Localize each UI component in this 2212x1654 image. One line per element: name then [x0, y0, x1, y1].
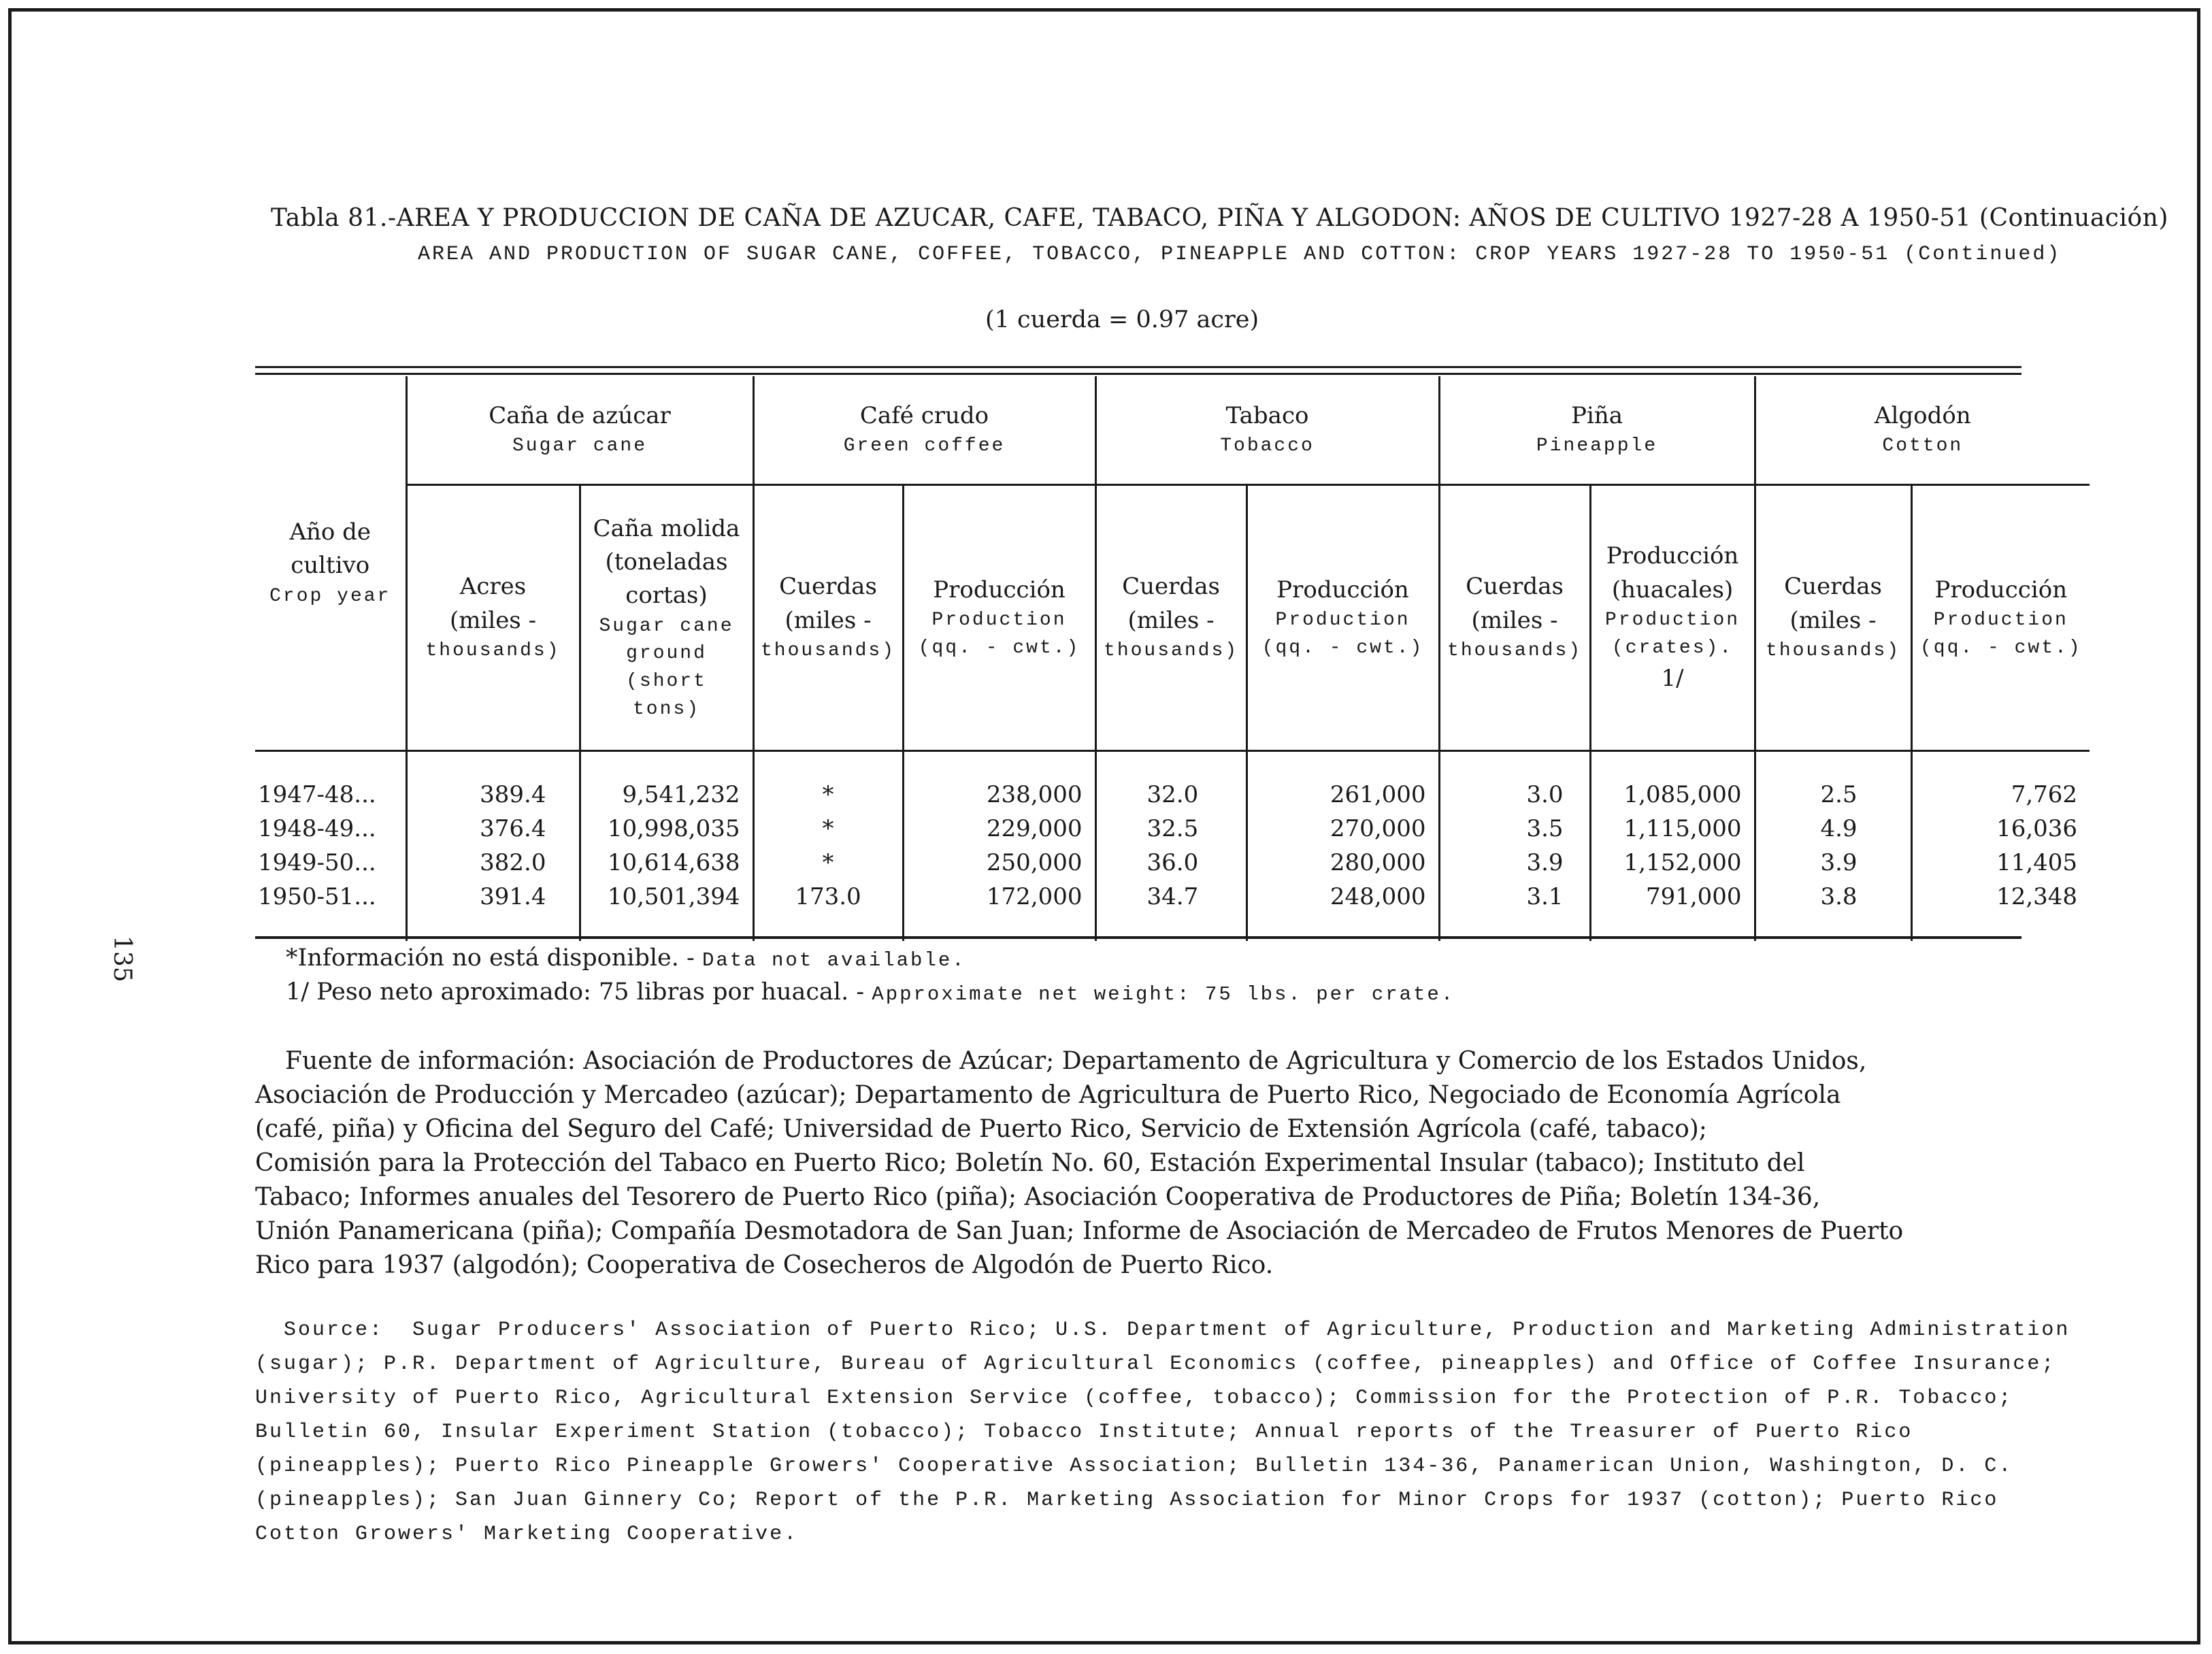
- source-line: Bulletin 60, Insular Experiment Station (tobacco); Tobacco Institute; Annual reports of the Treasurer of Puerto Rico: [255, 1421, 1913, 1444]
- group-label-en: Cotton: [1882, 435, 1964, 457]
- cell-coffee-production: 238,000: [903, 778, 1095, 812]
- cell-cotton-cuerdas: 3.8: [1755, 880, 1911, 914]
- group-label-en: Tobacco: [1220, 435, 1315, 457]
- cell-acres: 389.4: [406, 778, 580, 812]
- cell-coffee-cuerdas: 173.0: [753, 880, 903, 914]
- subheader-coffee-cuerdas: [753, 485, 903, 751]
- subheader-line: Cuerdas: [1784, 573, 1882, 601]
- subheader-cotton-cuerdas: [1755, 485, 1911, 751]
- subheader-line: (crates).: [1611, 637, 1734, 659]
- source-line: Cotton Growers' Marketing Cooperative.: [255, 1523, 799, 1546]
- subheader-line: Cuerdas: [1122, 573, 1220, 601]
- cell-acres: 391.4: [406, 880, 580, 914]
- cell-tobacco-cuerdas: 36.0: [1095, 846, 1247, 880]
- cell-coffee-production: 229,000: [903, 812, 1095, 846]
- subheader-line: tons): [633, 698, 701, 720]
- subheader-line: Production: [1605, 610, 1740, 631]
- subheader-line: (miles -: [1127, 606, 1215, 634]
- cell-pineapple-production: 1,085,000: [1590, 778, 1755, 812]
- footnote-es: 1/ Peso neto aproximado: 75 libras por huacal. -: [286, 978, 865, 1006]
- subheader-tobacco-cuerdas: [1095, 485, 1247, 751]
- subheader-line: (qq. - cwt.): [1919, 637, 2082, 659]
- source-line: (pineapples); Puerto Rico Pineapple Growers' Cooperative Association; Bulletin 134-36, Panamerican Union, Washington, D. C.: [255, 1455, 2013, 1478]
- group-label-en: Pineapple: [1536, 435, 1658, 457]
- subheader-line: Producción: [1606, 542, 1739, 570]
- group-tobacco: [1095, 376, 1439, 485]
- cell-cotton-cuerdas: 2.5: [1755, 778, 1911, 812]
- subheader-line: thousands): [425, 640, 561, 661]
- group-label-es: Caña de azúcar: [489, 402, 671, 430]
- table-title-spanish: Tabla 81.-AREA Y PRODUCCION DE CAÑA DE AZUCAR, CAFE, TABACO, PIÑA Y ALGODON: AÑOS DE CULTIVO 1927-28 A 1950-51 (Continuación): [271, 204, 2168, 232]
- page-number: 135: [108, 936, 136, 982]
- subheader-pineapple-cuerdas: [1439, 485, 1590, 751]
- subheader-line: Producción: [1934, 576, 2068, 603]
- fuente-line: Unión Panamericana (piña); Compañía Desmotadora de San Juan; Informe de Asociación de Mercadeo de Frutos Menores de Puerto: [255, 1217, 1904, 1245]
- cell-cotton-production: 12,348: [1911, 880, 2090, 914]
- cell-pineapple-production: 1,152,000: [1590, 846, 1755, 880]
- cell-tobacco-production: 270,000: [1247, 812, 1439, 846]
- cell-cane: 10,998,035: [580, 812, 753, 846]
- source-line: University of Puerto Rico, Agricultural Extension Service (coffee, tobacco); Commission for the Protection of P.R. Tobacco;: [255, 1387, 2013, 1410]
- footnote-en: Approximate net weight: 75 lbs. per crate.: [872, 983, 1455, 1006]
- table-top-rule-2: [255, 373, 2021, 375]
- subheader-line: thousands): [1104, 640, 1239, 661]
- fuente-line: Rico para 1937 (algodón); Cooperativa de Cosecheros de Algodón de Puerto Rico.: [255, 1251, 1274, 1279]
- group-cotton: [1755, 376, 2090, 485]
- unit-note: (1 cuerda = 0.97 acre): [985, 306, 1259, 333]
- table-row: [255, 880, 2090, 914]
- cell-year: 1947-48...: [258, 781, 376, 808]
- cell-tobacco-production: 261,000: [1247, 778, 1439, 812]
- table-bottom-rule: [255, 936, 2021, 939]
- cell-cotton-cuerdas: 3.9: [1755, 846, 1911, 880]
- cell-cane: 10,501,394: [580, 880, 753, 914]
- table-row: [255, 778, 2090, 812]
- cell-cotton-production: 7,762: [1911, 778, 2090, 812]
- subheader-line: Acres: [459, 573, 527, 601]
- source-paragraph: [255, 1313, 2092, 1551]
- cell-tobacco-cuerdas: 32.5: [1095, 812, 1247, 846]
- crop-year-es-2: cultivo: [291, 552, 370, 580]
- cell-cotton-cuerdas: 4.9: [1755, 812, 1911, 846]
- subheader-line: cortas): [625, 582, 708, 610]
- data-table: [255, 376, 2090, 941]
- cell-coffee-production: 250,000: [903, 846, 1095, 880]
- subheader-line: Producción: [1276, 576, 1409, 603]
- cell-year: 1949-50...: [258, 849, 376, 876]
- group-label-es: Piña: [1571, 402, 1623, 430]
- cell-pineapple-cuerdas: 3.0: [1439, 778, 1590, 812]
- cell-tobacco-production: 248,000: [1247, 880, 1439, 914]
- crop-year-header: [255, 376, 406, 751]
- group-label-en: Sugar cane: [512, 435, 648, 457]
- cell-coffee-cuerdas: *: [753, 846, 903, 880]
- cell-tobacco-cuerdas: 34.7: [1095, 880, 1247, 914]
- cell-acres: 376.4: [406, 812, 580, 846]
- fuente-line: Asociación de Producción y Mercadeo (azúcar); Departamento de Agricultura de Puerto Rico, Negociado de Economía Agrícola: [255, 1081, 1841, 1109]
- source-line: (pineapples); San Juan Ginnery Co; Report of the P.R. Marketing Association for Minor Crops for 1937 (cotton); Puerto Rico: [255, 1489, 1999, 1512]
- group-label-en: Green coffee: [843, 435, 1006, 457]
- cell-coffee-production: 172,000: [903, 880, 1095, 914]
- fuente-line: Comisión para la Protección del Tabaco en Puerto Rico; Boletín No. 60, Estación Experimental Insular (tabaco); Instituto del: [255, 1149, 1805, 1177]
- group-label-es: Café crudo: [859, 402, 989, 430]
- subheader-pineapple-production: [1590, 485, 1755, 751]
- subheader-line: (miles -: [1789, 606, 1877, 634]
- subheader-line: Production: [931, 610, 1067, 631]
- cell-year: 1948-49...: [258, 815, 376, 842]
- fuente-line: Fuente de información: Asociación de Productores de Azúcar; Departamento de Agricultura y Comercio de los Estados Unidos,: [285, 1047, 1867, 1075]
- cell-pineapple-cuerdas: 3.1: [1439, 880, 1590, 914]
- table-row: [255, 846, 2090, 880]
- subheader-line: thousands): [1447, 640, 1583, 661]
- subheader-line: (miles -: [449, 606, 537, 634]
- cell-cane: 9,541,232: [580, 778, 753, 812]
- subheader-cane-ground: [580, 485, 753, 751]
- subheader-coffee-production: [903, 485, 1095, 751]
- subheader-tobacco-production: [1247, 485, 1439, 751]
- group-sugar-cane: [406, 376, 753, 485]
- cell-tobacco-production: 280,000: [1247, 846, 1439, 880]
- group-label-es: Algodón: [1874, 402, 1971, 430]
- source-line: (sugar); P.R. Department of Agriculture, Bureau of Agricultural Economics (coffee, pineapples) and Office of Coffee Insurance;: [255, 1353, 2056, 1376]
- group-label-es: Tabaco: [1225, 402, 1309, 430]
- footnote-es: *Información no está disponible. -: [286, 944, 695, 972]
- table-row: [255, 812, 2090, 846]
- cell-acres: 382.0: [406, 846, 580, 880]
- crop-year-es-1: Año de: [289, 518, 372, 546]
- fuente-paragraph: [255, 1044, 2024, 1283]
- group-green-coffee: [753, 376, 1095, 485]
- subheader-line: Sugar cane: [599, 615, 734, 637]
- subheader-line: (qq. - cwt.): [1261, 637, 1424, 659]
- crop-year-en: Crop year: [269, 585, 391, 607]
- footnote-not-available: [286, 944, 966, 972]
- fuente-line: (café, piña) y Oficina del Seguro del Café; Universidad de Puerto Rico, Servicio de Extensión Agrícola (café, tabaco);: [255, 1115, 1707, 1143]
- cell-pineapple-cuerdas: 3.9: [1439, 846, 1590, 880]
- cell-pineapple-cuerdas: 3.5: [1439, 812, 1590, 846]
- cell-coffee-cuerdas: *: [753, 812, 903, 846]
- subheader-line: thousands): [1766, 640, 1901, 661]
- cell-tobacco-cuerdas: 32.0: [1095, 778, 1247, 812]
- subheader-cotton-production: [1911, 485, 2090, 751]
- subheader-line: Cuerdas: [779, 573, 877, 601]
- subheader-line: (miles -: [785, 606, 872, 634]
- subheader-line: ground: [626, 643, 707, 665]
- source-line: Source: Sugar Producers' Association of Puerto Rico; U.S. Department of Agriculture, Production and Marketing Administration: [255, 1319, 2070, 1342]
- table-top-rule: [255, 366, 2021, 368]
- footnote-marker: 1/: [1661, 665, 1684, 693]
- cell-pineapple-production: 791,000: [1590, 880, 1755, 914]
- subheader-line: (toneladas: [605, 548, 728, 576]
- fuente-line: Tabaco; Informes anuales del Tesorero de Puerto Rico (piña); Asociación Cooperativa de Productores de Piña; Boletín 134-36,: [255, 1183, 1821, 1211]
- footnote-en: Data not available.: [702, 949, 966, 972]
- subheader-line: (miles -: [1471, 606, 1558, 634]
- cell-cotton-production: 16,036: [1911, 812, 2090, 846]
- cell-coffee-cuerdas: *: [753, 778, 903, 812]
- cell-cotton-production: 11,405: [1911, 846, 2090, 880]
- subheader-acres: [406, 485, 580, 751]
- table-title-english: AREA AND PRODUCTION OF SUGAR CANE, COFFEE, TOBACCO, PINEAPPLE AND COTTON: CROP YEARS 1927-28 TO 1950-51 (Continued): [418, 243, 2062, 266]
- subheader-line: thousands): [761, 640, 896, 661]
- group-pineapple: [1439, 376, 1755, 485]
- subheader-line: (qq. - cwt.): [918, 637, 1080, 659]
- cell-year: 1950-51...: [258, 883, 376, 910]
- cell-cane: 10,614,638: [580, 846, 753, 880]
- subheader-line: Producción: [933, 576, 1066, 603]
- cell-pineapple-production: 1,115,000: [1590, 812, 1755, 846]
- footnote-net-weight: [286, 978, 1455, 1006]
- subheader-line: Cuerdas: [1466, 573, 1564, 601]
- subheader-line: Caña molida: [593, 514, 740, 542]
- subheader-line: Production: [1933, 610, 2068, 631]
- subheader-line: (huacales): [1611, 576, 1734, 603]
- subheader-line: (short: [626, 670, 707, 692]
- subheader-line: Production: [1275, 610, 1410, 631]
